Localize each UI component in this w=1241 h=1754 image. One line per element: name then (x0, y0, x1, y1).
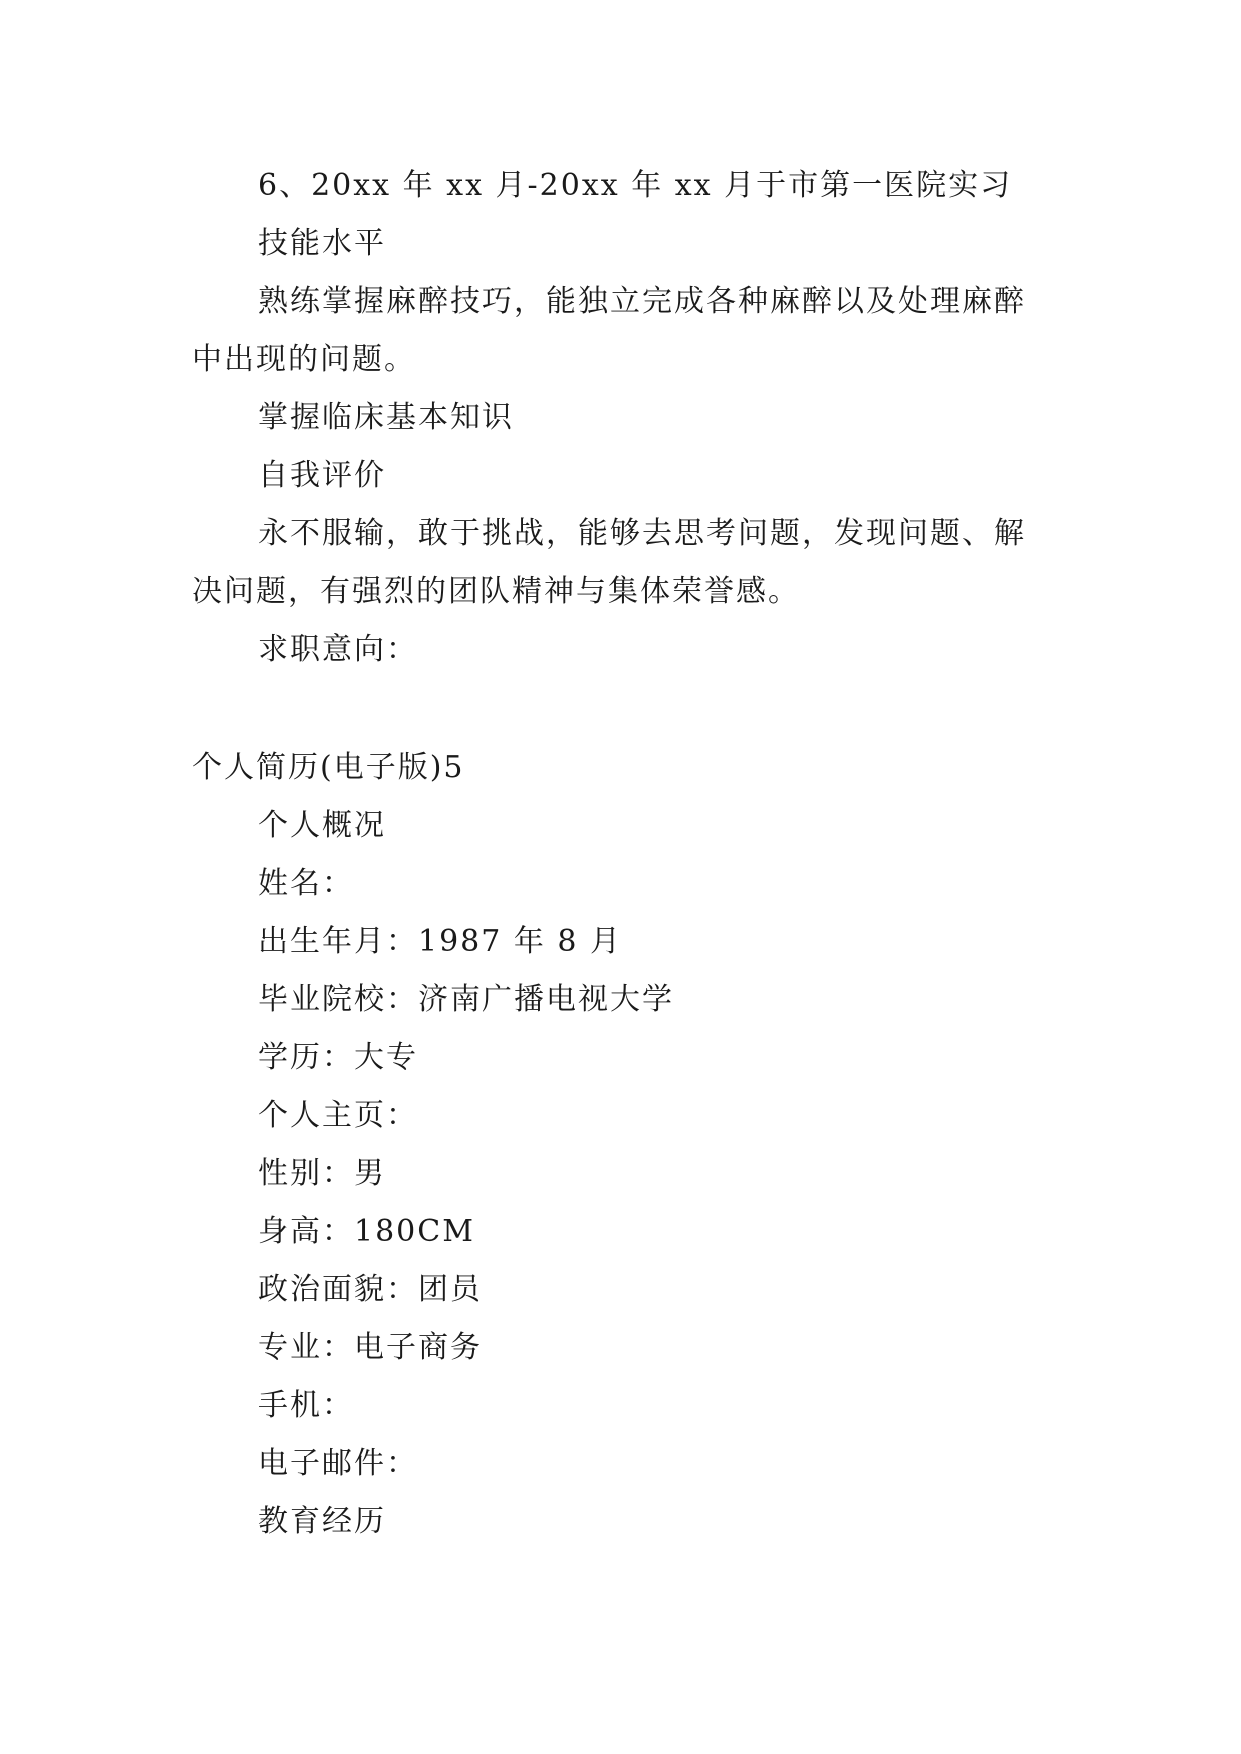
gender-field: 性别：男 (258, 1156, 386, 1191)
skills-paragraph-line-1: 熟练掌握麻醉技巧，能独立完成各种麻醉以及处理麻醉 (258, 284, 1026, 319)
homepage-field: 个人主页： (258, 1098, 418, 1133)
school-field: 毕业院校：济南广播电视大学 (258, 982, 674, 1017)
resume-section-title: 个人简历(电子版)5 (192, 750, 465, 785)
self-evaluation-line-2: 决问题，有强烈的团队精神与集体荣誉感。 (192, 574, 800, 609)
birth-date-field: 出生年月：1987 年 8 月 (258, 924, 623, 959)
email-field: 电子邮件： (258, 1446, 418, 1481)
name-field: 姓名： (258, 866, 354, 901)
major-field: 专业：电子商务 (258, 1330, 482, 1365)
self-evaluation-heading: 自我评价 (258, 458, 386, 493)
height-field: 身高：180CM (258, 1214, 475, 1249)
skills-paragraph-line-2: 中出现的问题。 (192, 342, 416, 377)
phone-field: 手机： (258, 1388, 354, 1423)
internship-line: 6、20xx 年 xx 月-20xx 年 xx 月于市第一医院实习 (258, 168, 1013, 203)
education-level-field: 学历：大专 (258, 1040, 418, 1075)
self-evaluation-line-1: 永不服输，敢于挑战，能够去思考问题，发现问题、解 (258, 516, 1026, 551)
skills-heading: 技能水平 (258, 226, 386, 261)
clinical-knowledge-line: 掌握临床基本知识 (258, 400, 514, 435)
political-status-field: 政治面貌：团员 (258, 1272, 482, 1307)
personal-overview-heading: 个人概况 (258, 808, 386, 843)
education-history-heading: 教育经历 (258, 1504, 386, 1539)
job-intention-line: 求职意向： (258, 632, 418, 667)
